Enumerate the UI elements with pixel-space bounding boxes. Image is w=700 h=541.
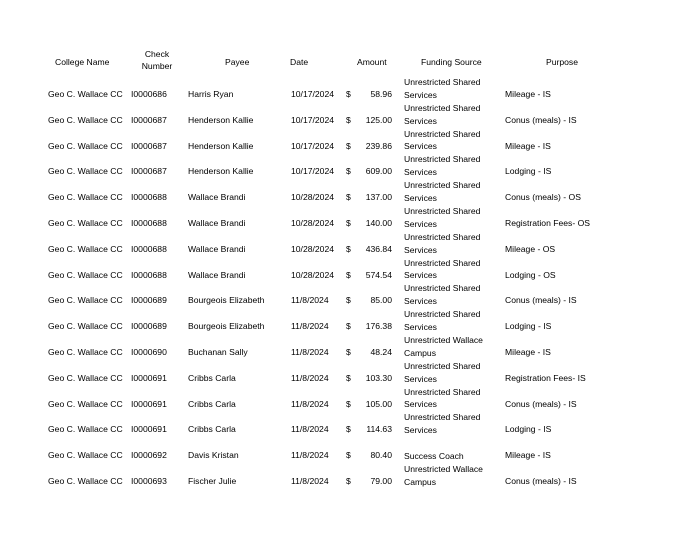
date-cell: 11/8/2024 <box>291 346 329 357</box>
funding-source-cell: Unrestricted Shared Services <box>404 257 481 281</box>
amount-cell: 79.00 <box>370 475 392 486</box>
purpose-cell: Mileage - IS <box>505 140 551 151</box>
date-cell: 11/8/2024 <box>291 450 329 461</box>
payee-cell: Henderson Kallie <box>188 114 254 125</box>
currency-symbol: $ <box>346 217 351 228</box>
purpose-cell: Lodging - IS <box>505 424 552 435</box>
date-cell: 11/8/2024 <box>291 424 329 435</box>
funding-source-cell: Unrestricted Wallace Campus <box>404 334 483 358</box>
amount-cell: 176.38 <box>365 321 392 332</box>
check-number-cell: I0000688 <box>131 217 167 228</box>
college-name-cell: Geo C. Wallace CC <box>48 372 123 383</box>
check-number-cell: I0000693 <box>131 475 167 486</box>
purpose-cell: Conus (meals) - IS <box>505 295 577 306</box>
payee-cell: Davis Kristan <box>188 450 239 461</box>
header-check-number: Check Number <box>141 49 173 71</box>
purpose-cell: Mileage - IS <box>505 450 551 461</box>
amount-cell: 137.00 <box>365 192 392 203</box>
check-number-cell: I0000687 <box>131 166 167 177</box>
purpose-cell: Conus (meals) - IS <box>505 398 577 409</box>
date-cell: 10/28/2024 <box>291 192 335 203</box>
currency-symbol: $ <box>346 89 351 99</box>
table-row <box>0 102 700 128</box>
check-number-cell: I0000689 <box>131 321 167 332</box>
table-row <box>0 76 700 102</box>
date-cell: 10/17/2024 <box>291 114 335 125</box>
payee-cell: Harris Ryan <box>188 89 234 99</box>
amount-cell: 140.00 <box>365 217 392 228</box>
date-cell: 10/28/2024 <box>291 269 335 280</box>
table-row <box>0 463 700 489</box>
currency-symbol: $ <box>346 424 351 435</box>
table-body <box>0 76 700 489</box>
college-name-cell: Geo C. Wallace CC <box>48 398 123 409</box>
check-number-cell: I0000686 <box>131 89 167 99</box>
header-date: Date <box>290 57 309 67</box>
table-row <box>0 386 700 412</box>
college-name-cell: Geo C. Wallace CC <box>48 166 123 177</box>
date-cell: 10/17/2024 <box>291 89 335 99</box>
college-name-cell: Geo C. Wallace CC <box>48 89 123 99</box>
purpose-cell: Conus (meals) - OS <box>505 192 581 203</box>
currency-symbol: $ <box>346 398 351 409</box>
funding-source-cell: Unrestricted Shared Services <box>404 386 481 410</box>
check-number-cell: I0000691 <box>131 398 167 409</box>
table-row <box>0 282 700 308</box>
college-name-cell: Geo C. Wallace CC <box>48 450 123 461</box>
funding-source-cell: Unrestricted Shared Services <box>404 180 481 203</box>
amount-cell: 58.96 <box>370 89 392 99</box>
payee-cell: Cribbs Carla <box>188 372 236 383</box>
currency-symbol: $ <box>346 450 351 461</box>
header-purpose: Purpose <box>546 57 579 67</box>
date-cell: 10/17/2024 <box>291 166 335 177</box>
purpose-cell: Mileage - IS <box>505 89 551 99</box>
payee-cell: Cribbs Carla <box>188 424 236 435</box>
payee-cell: Henderson Kallie <box>188 166 254 177</box>
funding-source-cell: Unrestricted Shared Services <box>404 231 481 255</box>
currency-symbol: $ <box>346 295 351 306</box>
purpose-cell: Registration Fees- OS <box>505 217 591 228</box>
amount-cell: 80.40 <box>370 450 392 461</box>
check-number-cell: I0000691 <box>131 424 167 435</box>
table-row <box>0 437 700 463</box>
currency-symbol: $ <box>346 372 351 383</box>
purpose-cell: Conus (meals) - IS <box>505 475 577 486</box>
college-name-cell: Geo C. Wallace CC <box>48 114 123 125</box>
date-cell: 10/17/2024 <box>291 140 335 151</box>
purpose-cell: Mileage - IS <box>505 346 551 357</box>
table-row <box>0 205 700 231</box>
purpose-cell: Lodging - OS <box>505 269 556 280</box>
payee-cell: Bourgeois Elizabeth <box>188 321 265 332</box>
purpose-cell: Registration Fees- IS <box>505 372 586 383</box>
check-number-cell: I0000689 <box>131 295 167 306</box>
check-number-cell: I0000688 <box>131 192 167 203</box>
date-cell: 10/28/2024 <box>291 243 335 254</box>
college-name-cell: Geo C. Wallace CC <box>48 346 123 357</box>
date-cell: 11/8/2024 <box>291 321 329 332</box>
table-row <box>0 334 700 360</box>
payee-cell: Cribbs Carla <box>188 398 236 409</box>
payee-cell: Henderson Kallie <box>188 140 254 151</box>
purpose-cell: Conus (meals) - IS <box>505 114 577 125</box>
funding-source-cell: Unrestricted Shared Services <box>404 412 481 436</box>
header-college-name: College Name <box>55 57 110 67</box>
payee-cell: Wallace Brandi <box>188 192 246 203</box>
date-cell: 11/8/2024 <box>291 295 329 306</box>
college-name-cell: Geo C. Wallace CC <box>48 140 123 151</box>
check-number-cell: I0000688 <box>131 243 167 254</box>
amount-cell: 114.63 <box>366 424 392 435</box>
date-cell: 10/28/2024 <box>291 217 335 228</box>
currency-symbol: $ <box>346 243 351 254</box>
table-row <box>0 153 700 179</box>
amount-cell: 103.30 <box>365 372 392 383</box>
currency-symbol: $ <box>346 114 351 125</box>
date-cell: 11/8/2024 <box>291 475 329 486</box>
amount-cell: 85.00 <box>370 295 392 306</box>
currency-symbol: $ <box>346 192 351 203</box>
table-row <box>0 179 700 205</box>
currency-symbol: $ <box>346 269 351 280</box>
college-name-cell: Geo C. Wallace CC <box>48 269 123 280</box>
table-header <box>0 49 700 78</box>
currency-symbol: $ <box>346 346 351 357</box>
table-row <box>0 231 700 257</box>
payee-cell: Wallace Brandi <box>188 243 246 254</box>
table-row <box>0 128 700 154</box>
college-name-cell: Geo C. Wallace CC <box>48 424 123 435</box>
funding-source-cell: Unrestricted Shared Services <box>404 205 481 229</box>
check-number-cell: I0000691 <box>131 372 167 383</box>
check-number-cell: I0000692 <box>131 450 167 461</box>
funding-source-cell: Unrestricted Shared Services <box>404 77 481 100</box>
funding-source-cell: Unrestricted Shared Services <box>404 360 481 384</box>
purpose-cell: Lodging - IS <box>505 166 552 177</box>
date-cell: 11/8/2024 <box>291 398 329 409</box>
payee-cell: Bourgeois Elizabeth <box>188 295 265 306</box>
amount-cell: 574.54 <box>365 269 392 280</box>
table-row <box>0 257 700 283</box>
funding-source-cell: Unrestricted Shared Services <box>404 128 481 152</box>
purpose-cell: Mileage - OS <box>505 243 556 254</box>
college-name-cell: Geo C. Wallace CC <box>48 192 123 203</box>
purpose-cell: Lodging - IS <box>505 321 552 332</box>
check-number-cell: I0000687 <box>131 114 167 125</box>
payee-cell: Buchanan Sally <box>188 346 248 357</box>
date-cell: 11/8/2024 <box>291 372 329 383</box>
payee-cell: Wallace Brandi <box>188 269 246 280</box>
header-amount: Amount <box>357 57 387 67</box>
amount-cell: 105.00 <box>365 398 392 409</box>
funding-source-cell: Unrestricted Wallace Campus <box>404 463 483 487</box>
funding-source-cell: Unrestricted Shared Services <box>404 154 481 178</box>
header-funding-source: Funding Source <box>421 57 482 67</box>
payee-cell: Fischer Julie <box>188 475 237 486</box>
amount-cell: 125.00 <box>365 114 392 125</box>
header-payee: Payee <box>225 57 250 67</box>
college-name-cell: Geo C. Wallace CC <box>48 243 123 254</box>
amount-cell: 48.24 <box>370 346 392 357</box>
currency-symbol: $ <box>346 475 351 486</box>
funding-source-cell: Unrestricted Shared Services <box>404 309 481 332</box>
amount-cell: 239.86 <box>365 140 392 151</box>
college-name-cell: Geo C. Wallace CC <box>48 321 123 332</box>
table-row <box>0 308 700 334</box>
funding-source-cell: Unrestricted Shared Services <box>404 102 481 126</box>
college-name-cell: Geo C. Wallace CC <box>48 217 123 228</box>
college-name-cell: Geo C. Wallace CC <box>48 475 123 486</box>
table-row <box>0 411 700 437</box>
currency-symbol: $ <box>346 321 351 332</box>
payee-cell: Wallace Brandi <box>188 217 246 228</box>
currency-symbol: $ <box>346 166 351 177</box>
amount-cell: 436.84 <box>365 243 392 254</box>
check-number-cell: I0000688 <box>131 269 167 280</box>
check-number-cell: I0000687 <box>131 140 167 151</box>
check-number-cell: I0000690 <box>131 346 167 357</box>
table-row <box>0 360 700 386</box>
amount-cell: 609.00 <box>365 166 392 177</box>
currency-symbol: $ <box>346 140 351 151</box>
funding-source-cell: Success Coach <box>404 451 464 462</box>
funding-source-cell: Unrestricted Shared Services <box>404 283 481 307</box>
college-name-cell: Geo C. Wallace CC <box>48 295 123 306</box>
